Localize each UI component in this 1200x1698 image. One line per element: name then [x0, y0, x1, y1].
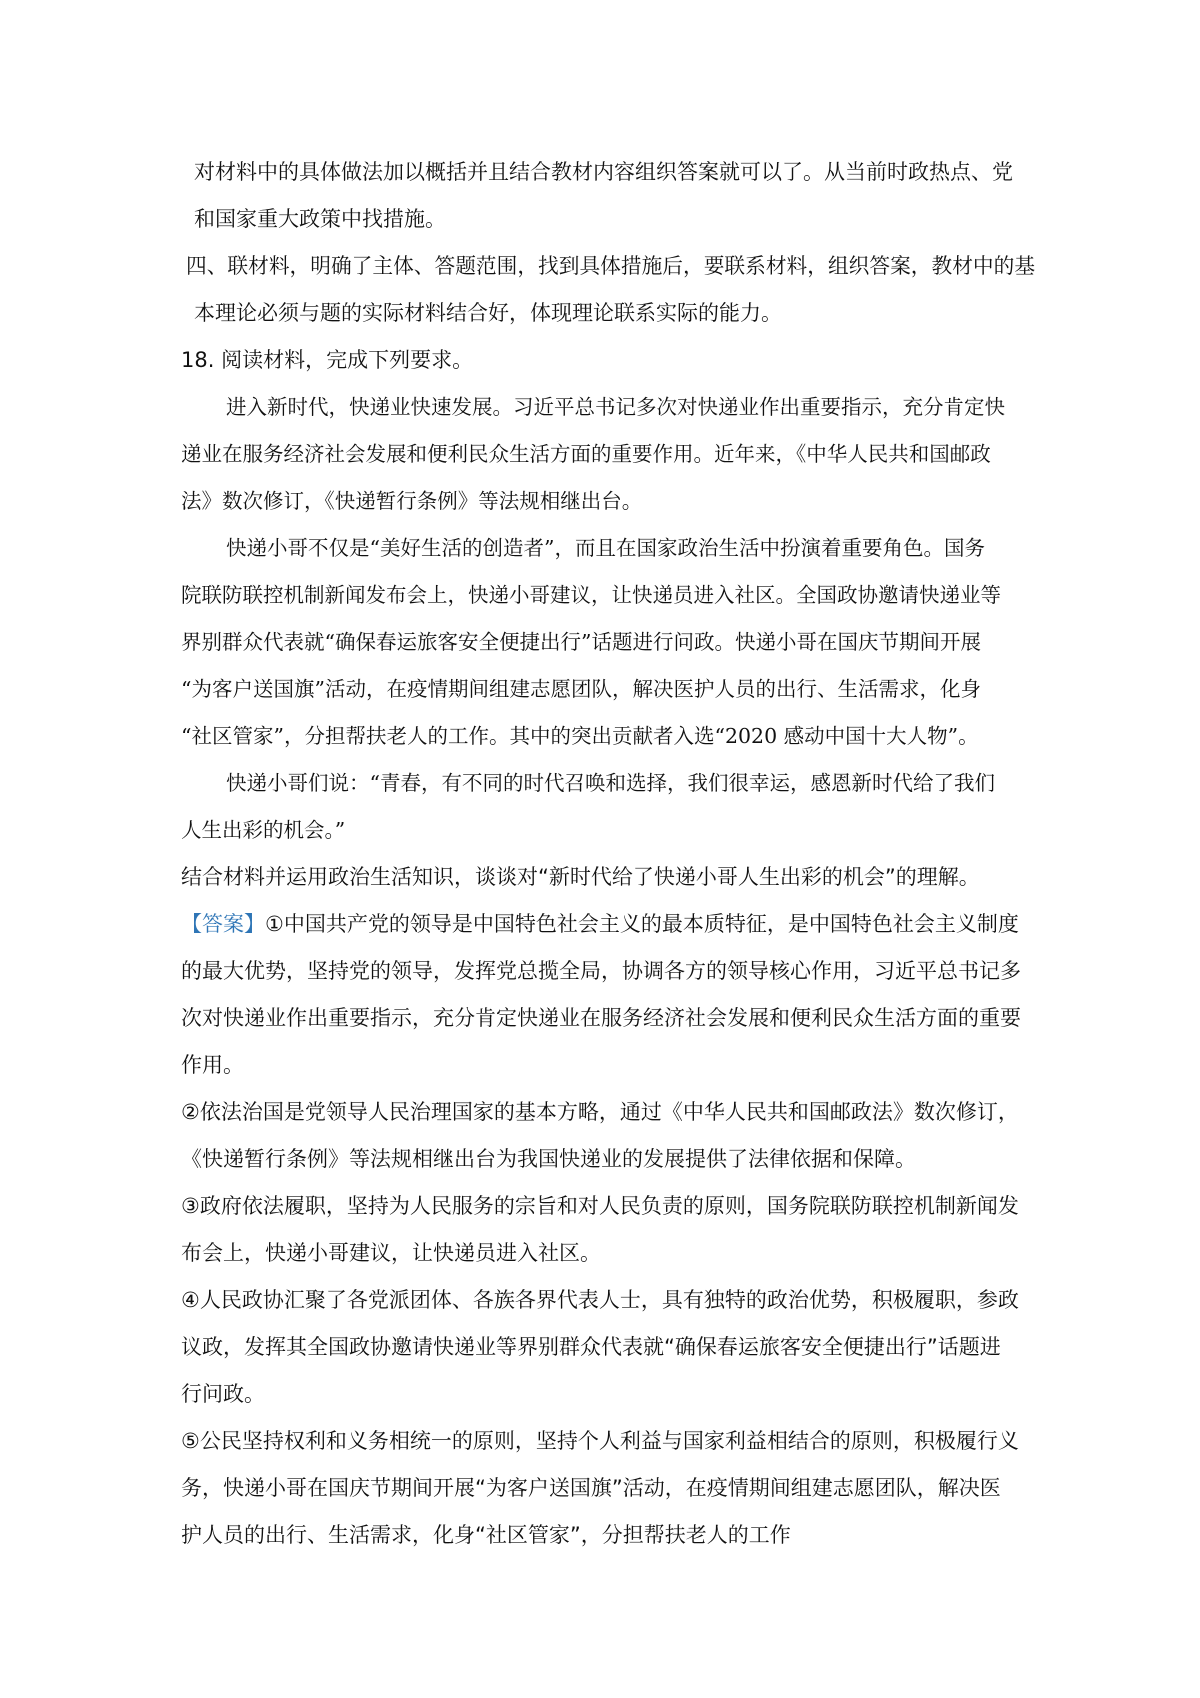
material-line: 院联防联控机制新闻发布会上，快递小哥建议，让快递员进入社区。全国政协邀请快递业等: [181, 583, 1001, 607]
material-line: 人生出彩的机会。”: [181, 818, 346, 842]
intro-line: 对材料中的具体做法加以概括并且结合教材内容组织答案就可以了。从当前时政热点、党: [194, 160, 1013, 184]
intro-line: 本理论必须与题的实际材料结合好，体现理论联系实际的能力。: [194, 301, 782, 325]
answer-line: ②依法治国是党领导人民治理国家的基本方略，通过《中华人民共和国邮政法》数次修订，: [181, 1100, 1019, 1124]
answer-line: ⑤公民坚持权利和义务相统一的原则，坚持个人利益与国家利益相结合的原则，积极履行义: [181, 1429, 1019, 1453]
intro-line: 和国家重大政策中找措施。: [194, 207, 446, 231]
material-line: “为客户送国旗”活动，在疫情期间组建志愿团队，解决医护人员的出行、生活需求，化身: [181, 677, 981, 701]
question-prompt: 结合材料并运用政治生活知识，谈谈对“新时代给了快递小哥人生出彩的机会”的理解。: [181, 865, 980, 889]
answer-tag: 【答案】: [181, 912, 265, 936]
answer-first-line: [181, 909, 1019, 939]
answer-line: 行问政。: [181, 1382, 265, 1406]
answer-line: 次对快递业作出重要指示，充分肯定快递业在服务经济社会发展和便利民众生活方面的重要: [181, 1006, 1021, 1030]
material-line: 进入新时代，快递业快速发展。习近平总书记多次对快递业作出重要指示，充分肯定快: [226, 395, 1005, 419]
answer-line: 护人员的出行、生活需求，化身“社区管家”，分担帮扶老人的工作: [181, 1523, 791, 1547]
intro-line: 四、联材料，明确了主体、答题范围，找到具体措施后，要联系材料，组织答案，教材中的基: [186, 254, 1036, 278]
material-line: 界别群众代表就“确保春运旅客安全便捷出行”话题进行问政。快递小哥在国庆节期间开展: [181, 630, 981, 654]
answer-line: 的最大优势，坚持党的领导，发挥党总揽全局，协调各方的领导核心作用，习近平总书记多: [181, 959, 1021, 983]
material-line: 快递小哥不仅是“美好生活的创造者”，而且在国家政治生活中扮演着重要角色。国务: [226, 536, 985, 560]
answer-line: ④人民政协汇聚了各党派团体、各族各界代表人士，具有独特的政治优势，积极履职，参政: [181, 1288, 1019, 1312]
answer-line: 议政，发挥其全国政协邀请快递业等界别群众代表就“确保春运旅客安全便捷出行”话题进: [181, 1335, 1001, 1359]
material-line: “社区管家”，分担帮扶老人的工作。其中的突出贡献者入选“2020 感动中国十大人物”。: [181, 724, 979, 748]
material-line: 递业在服务经济社会发展和便利民众生活方面的重要作用。近年来，《中华人民共和国邮政: [181, 442, 991, 466]
answer-line: ①中国共产党的领导是中国特色社会主义的最本质特征，是中国特色社会主义制度: [265, 912, 1019, 936]
answer-line: 务，快递小哥在国庆节期间开展“为客户送国旗”活动，在疫情期间组建志愿团队，解决医: [181, 1476, 1001, 1500]
answer-line: 布会上，快递小哥建议，让快递员进入社区。: [181, 1241, 601, 1265]
material-line: 法》数次修订，《快递暂行条例》等法规相继出台。: [181, 489, 643, 513]
answer-line: 《快递暂行条例》等法规相继出台为我国快递业的发展提供了法律依据和保障。: [181, 1147, 916, 1171]
question-title: 18. 阅读材料，完成下列要求。: [181, 348, 474, 372]
answer-line: ③政府依法履职，坚持为人民服务的宗旨和对人民负责的原则，国务院联防联控机制新闻发: [181, 1194, 1019, 1218]
material-line: 快递小哥们说：“青春，有不同的时代召唤和选择，我们很幸运，感恩新时代给了我们: [226, 771, 995, 795]
answer-line: 作用。: [181, 1053, 244, 1077]
